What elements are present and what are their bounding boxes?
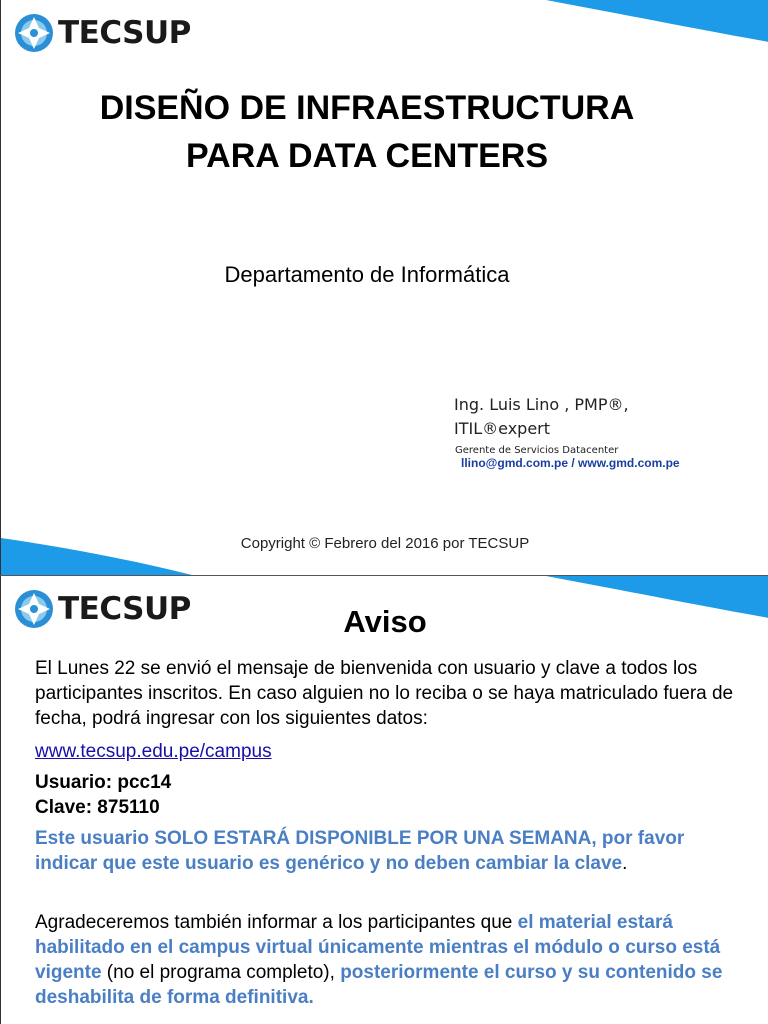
copyright-text: Copyright © Febrero del 2016 por TECSUP	[240, 535, 530, 552]
notice-title: Aviso	[343, 604, 427, 639]
author-certification: ITIL®expert	[454, 419, 551, 438]
logo-wordmark: TECSUP	[58, 14, 191, 51]
tecsup-emblem-icon	[13, 12, 55, 54]
notice-part-a: Este usuario	[35, 828, 155, 849]
material-part-c: (no el programa completo),	[101, 962, 341, 983]
logo-wordmark: TECSUP	[58, 590, 191, 627]
department-subtitle: Departamento de Informática	[224, 262, 510, 287]
author-block	[454, 393, 629, 441]
title-line-1: DISEÑO DE INFRAESTRUCTURA	[99, 89, 635, 127]
author-contact[interactable]: llino@gmd.com.pe / www.gmd.com.pe	[461, 456, 680, 470]
password-line: Clave: 875110	[35, 797, 160, 818]
username-line: Usuario: pcc14	[35, 772, 172, 793]
author-name: Ing. Luis Lino , PMP®,	[454, 395, 629, 414]
notice-body	[35, 656, 745, 1010]
welcome-paragraph: El Lunes 22 se envió el mensaje de bienvenida con usuario y clave a todos los participantes inscritos. En caso alguien no lo reciba o se haya matriculado fuera de fecha, podrá ingresar con los siguientes datos:	[35, 658, 734, 729]
material-part-b: el material estará habilitado en el campus virtual únicamente mientras el módulo o curso está vigente	[35, 912, 721, 983]
notice-period: .	[622, 853, 628, 874]
notice-part-b: SOLO ESTARÁ DISPONIBLE POR UNA SEMANA	[154, 828, 592, 849]
author-role: Gerente de Servicios Datacenter	[455, 445, 619, 456]
material-part-a: Agradeceremos también informar a los participantes que	[35, 912, 518, 933]
material-paragraph	[35, 910, 745, 1010]
availability-notice	[35, 826, 745, 876]
slide-title	[1, 84, 733, 180]
notice-slide	[0, 576, 768, 1024]
notice-part-c: , por favor indicar que este usuario es genérico y no deben cambiar la clave	[35, 828, 685, 874]
campus-link[interactable]: www.tecsup.edu.pe/campus	[35, 741, 272, 762]
title-line-2: PARA DATA CENTERS	[185, 137, 549, 175]
material-part-d: posteriormente el curso y su contenido se deshabilita de forma definitiva.	[35, 962, 723, 1008]
tecsup-logo	[13, 12, 191, 54]
